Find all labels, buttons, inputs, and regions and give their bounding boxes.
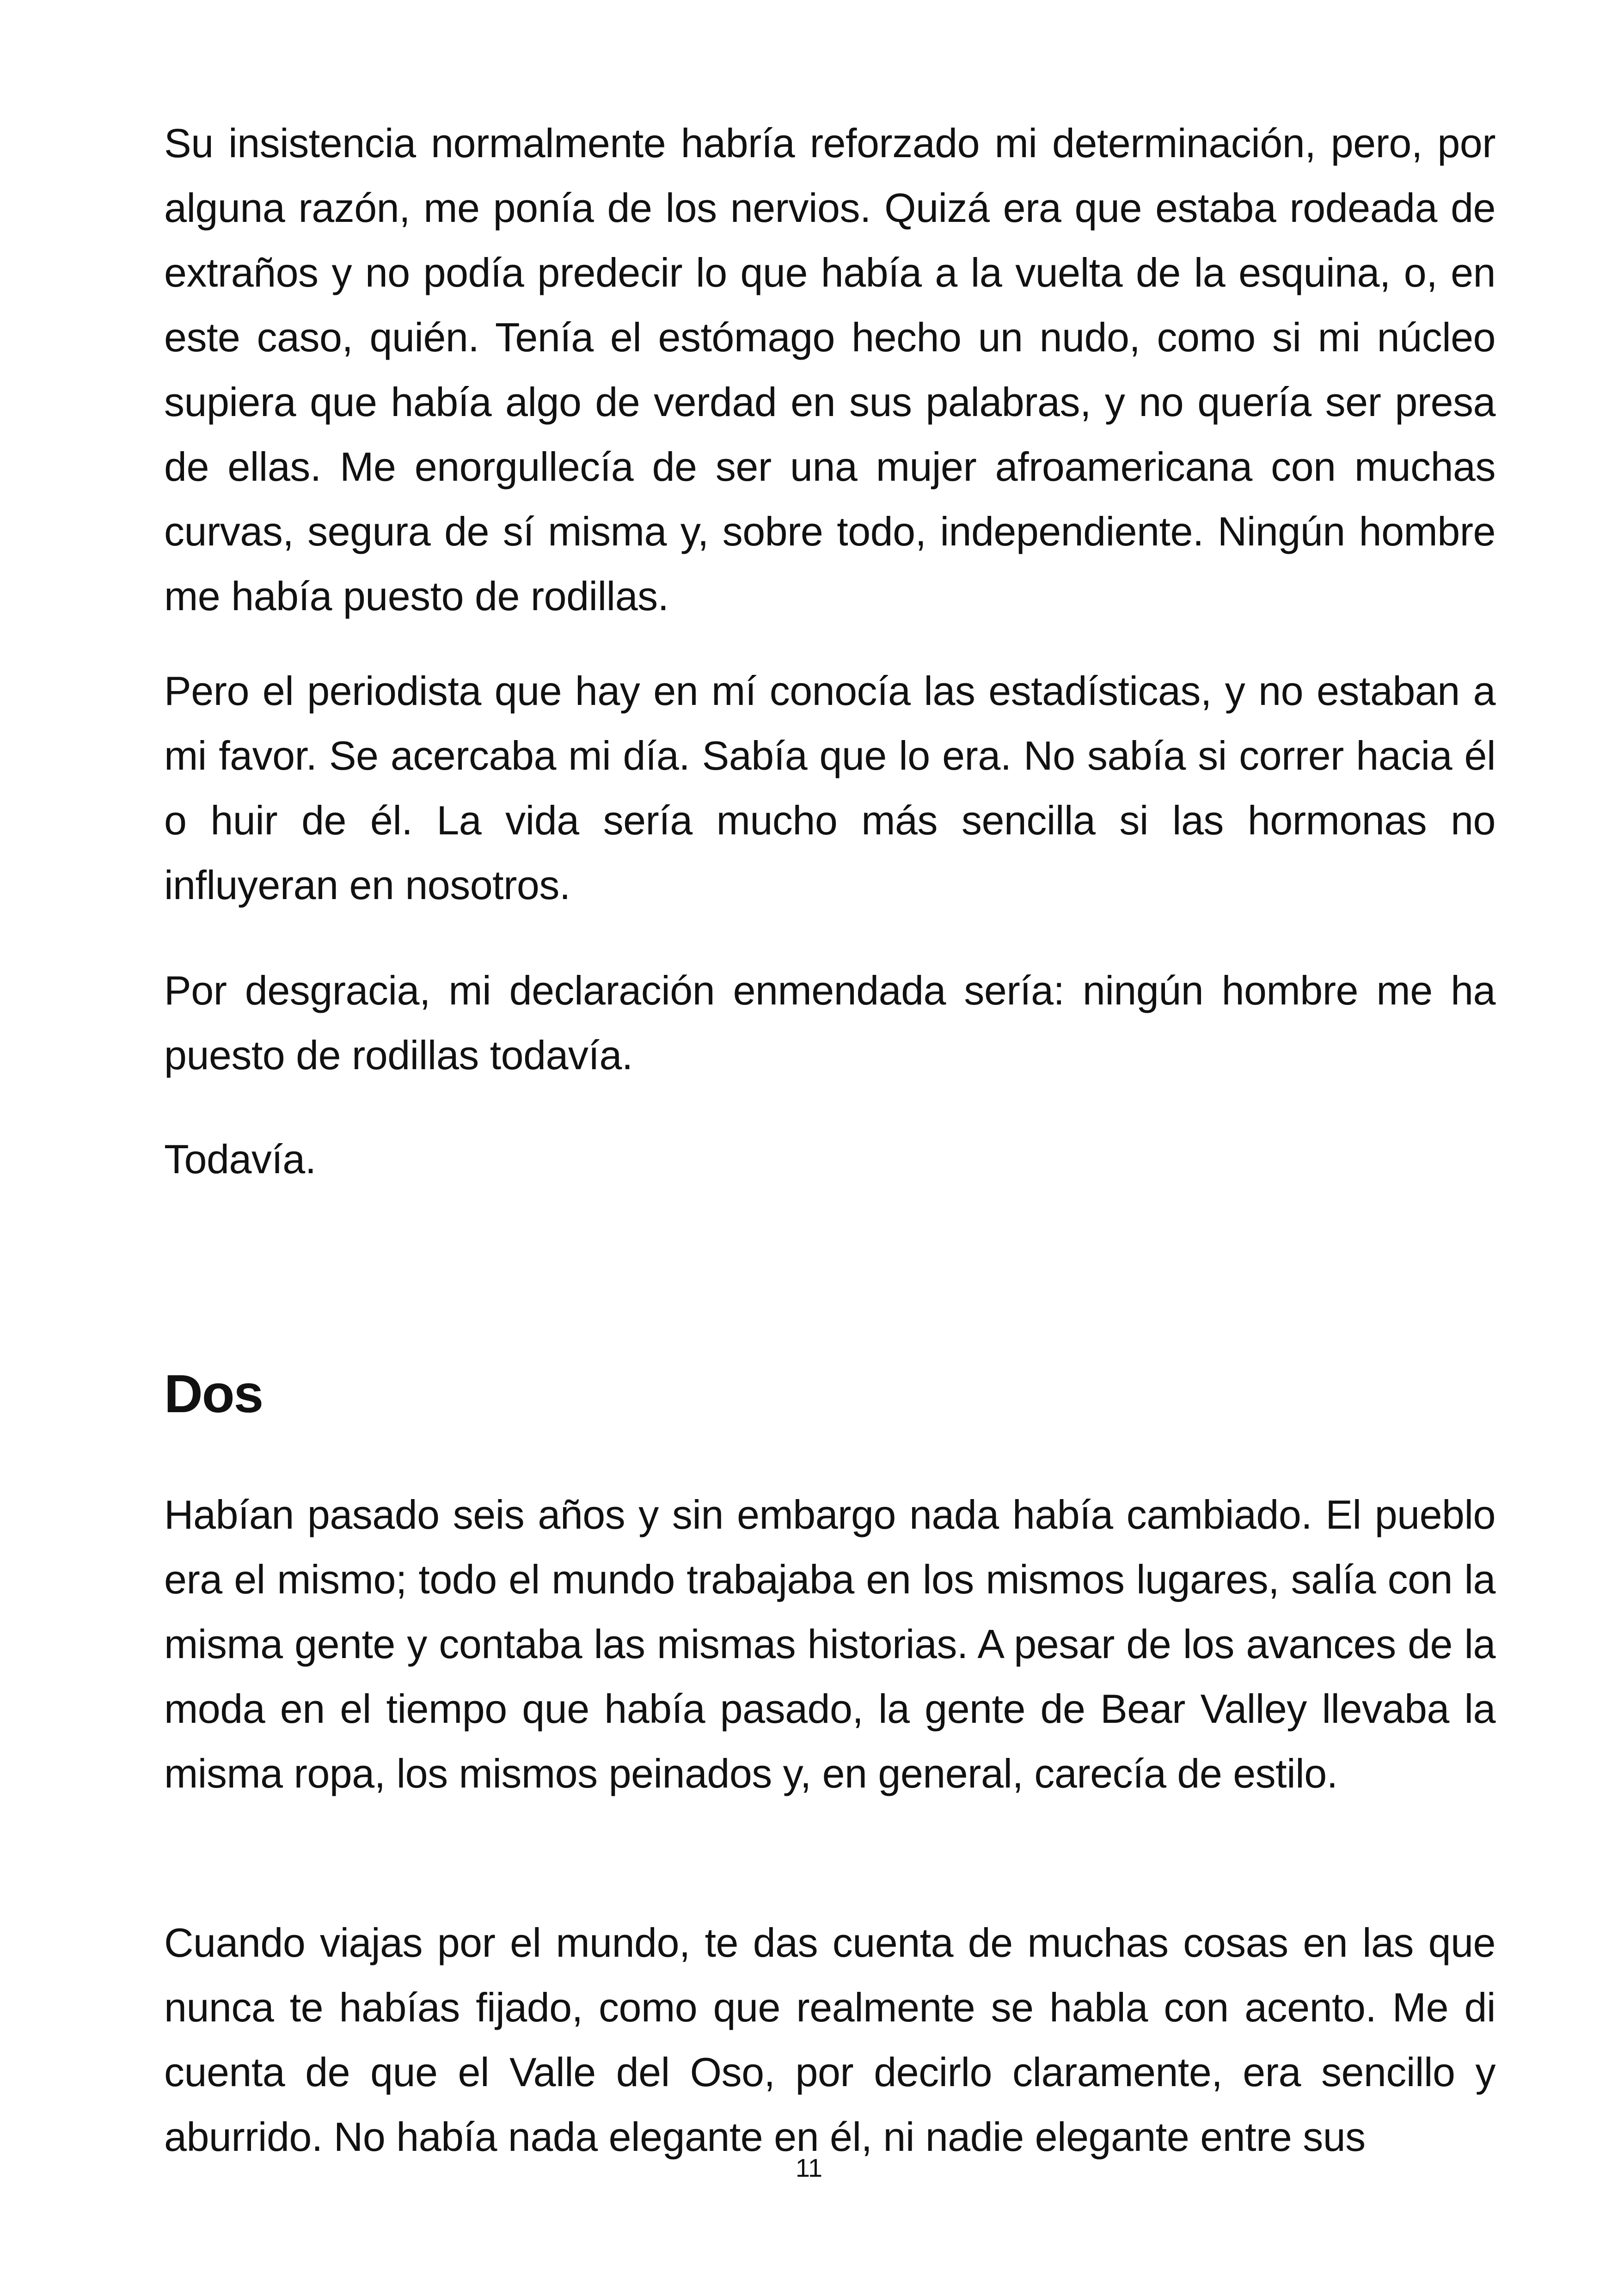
paragraph-4: [164, 1127, 1495, 1192]
paragraph-2: [164, 659, 1495, 918]
paragraph-3: [164, 958, 1495, 1088]
paragraph-text: Su insistencia normalmente habría reforzado mi determinación, pero, por alguna razón, me ponía de los nervios. Quizá era que estaba rodeada de extraños y no podía predecir lo que había a la vuelta de la esquina, o, en este caso, quién. Tenía el estómago hecho un nudo, como si mi núcleo supiera que había algo de verdad en sus palabras, y no quería ser presa de ellas. Me enorgullecía de ser una mujer afroamericana con muchas curvas, segura de sí misma y, sobre todo, independiente. Ningún hombre me había puesto de rodillas.: [164, 120, 1495, 619]
chapter-heading: [164, 1361, 1495, 1426]
paragraph-text: Pero el periodista que hay en mí conocía las estadísticas, y no estaban a mi favor. Se acercaba mi día. Sabía que lo era. No sabía si correr hacia él o huir de él. La vida sería mucho más sencilla si las hormonas no influyeran en nosotros.: [164, 668, 1495, 908]
paragraph-1: [164, 111, 1495, 629]
paragraph-text: Cuando viajas por el mundo, te das cuenta de muchas cosas en las que nunca te habías fijado, como que realmente se habla con acento. Me di cuenta de que el Valle del Oso, por decirlo claramente, era sencillo y aburrido. No había nada elegante en él, ni nadie elegante entre sus: [164, 1920, 1495, 2160]
paragraph-text: Todavía.: [164, 1136, 316, 1182]
paragraph-text: Por desgracia, mi declaración enmendada sería: ningún hombre me ha puesto de rodillas todavía.: [164, 967, 1495, 1078]
paragraph-6: [164, 1910, 1495, 2169]
paragraph-5: [164, 1482, 1495, 1806]
page-number: 11: [795, 2153, 823, 2182]
chapter-title: Dos: [164, 1364, 263, 1424]
paragraph-text: Habían pasado seis años y sin embargo nada había cambiado. El pueblo era el mismo; todo el mundo trabajaba en los mismos lugares, salía con la misma gente y contaba las mismas historias. A pesar de los avances de la moda en el tiempo que había pasado, la gente de Bear Valley llevaba la misma ropa, los mismos peinados y, en general, carecía de estilo.: [164, 1492, 1495, 1796]
